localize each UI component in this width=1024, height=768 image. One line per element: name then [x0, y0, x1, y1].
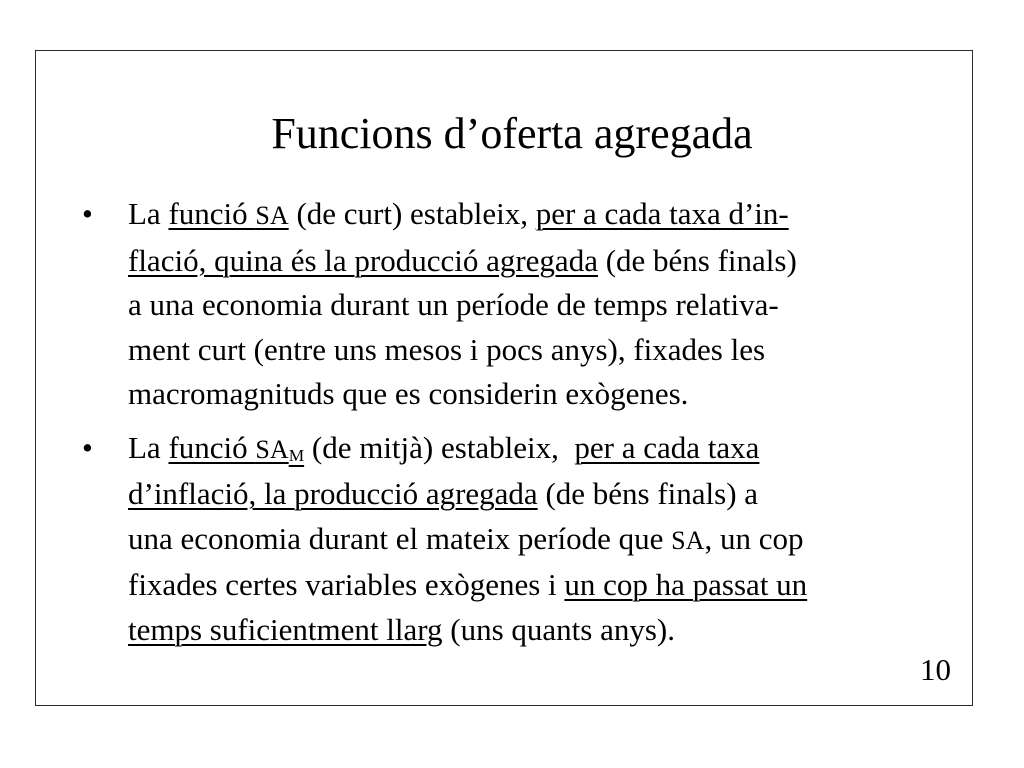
text-segment: fixades certes variables exògenes i [128, 567, 565, 602]
text-line [128, 608, 960, 653]
page-number: 10 [920, 652, 951, 687]
text-segment: (de curt) estableix, [288, 196, 536, 231]
bullet-icon: • [82, 429, 93, 465]
text-line [128, 472, 960, 517]
text-line [128, 328, 960, 373]
text-segment: (de béns finals) a [537, 476, 759, 511]
text-line [128, 192, 960, 239]
bullet-item-sa [80, 192, 960, 417]
text-segment: flació, quina és la producció agregada [128, 242, 598, 278]
text-segment: temps suficientment llarg [128, 611, 443, 647]
text-segment: , un cop [704, 520, 804, 556]
bullet-list [80, 192, 960, 661]
text-segment: funció [168, 196, 256, 231]
text-line [128, 563, 960, 608]
text-segment: per a cada taxa [574, 429, 760, 465]
bullet-icon: • [82, 196, 93, 231]
text-segment: per a cada taxa d’in- [535, 196, 789, 231]
bullet-item-sam [80, 426, 960, 653]
text-segment: una economia durant el mateix període que [128, 520, 672, 556]
text-segment: SA [255, 434, 289, 464]
text-segment: La [128, 196, 169, 231]
text-segment: un cop ha passat un [564, 567, 808, 602]
text-segment: La [128, 429, 169, 465]
text-line [128, 283, 960, 328]
text-segment: (uns quants anys). [442, 611, 676, 647]
text-segment: (de béns finals) [597, 242, 797, 278]
text-line [128, 426, 960, 473]
text-segment: d’inflació, la producció agregada [128, 476, 538, 511]
text-segment: SA [671, 525, 705, 555]
text-subscript: M [288, 445, 305, 465]
text-segment: macromagnituds que es considerin exògenes. [128, 376, 689, 411]
slide-title: Funcions d’oferta agregada [271, 109, 753, 158]
text-segment: a una economia durant un període de temps relativa- [128, 287, 779, 322]
text-segment: ment curt (entre uns mesos i pocs anys), fixades les [128, 331, 766, 367]
text-segment: funció [168, 429, 256, 465]
text-line [128, 372, 960, 417]
text-segment: (de mitjà) estableix, [304, 429, 575, 465]
text-segment: SA [255, 201, 289, 230]
text-line [128, 517, 960, 564]
text-line [128, 239, 960, 284]
